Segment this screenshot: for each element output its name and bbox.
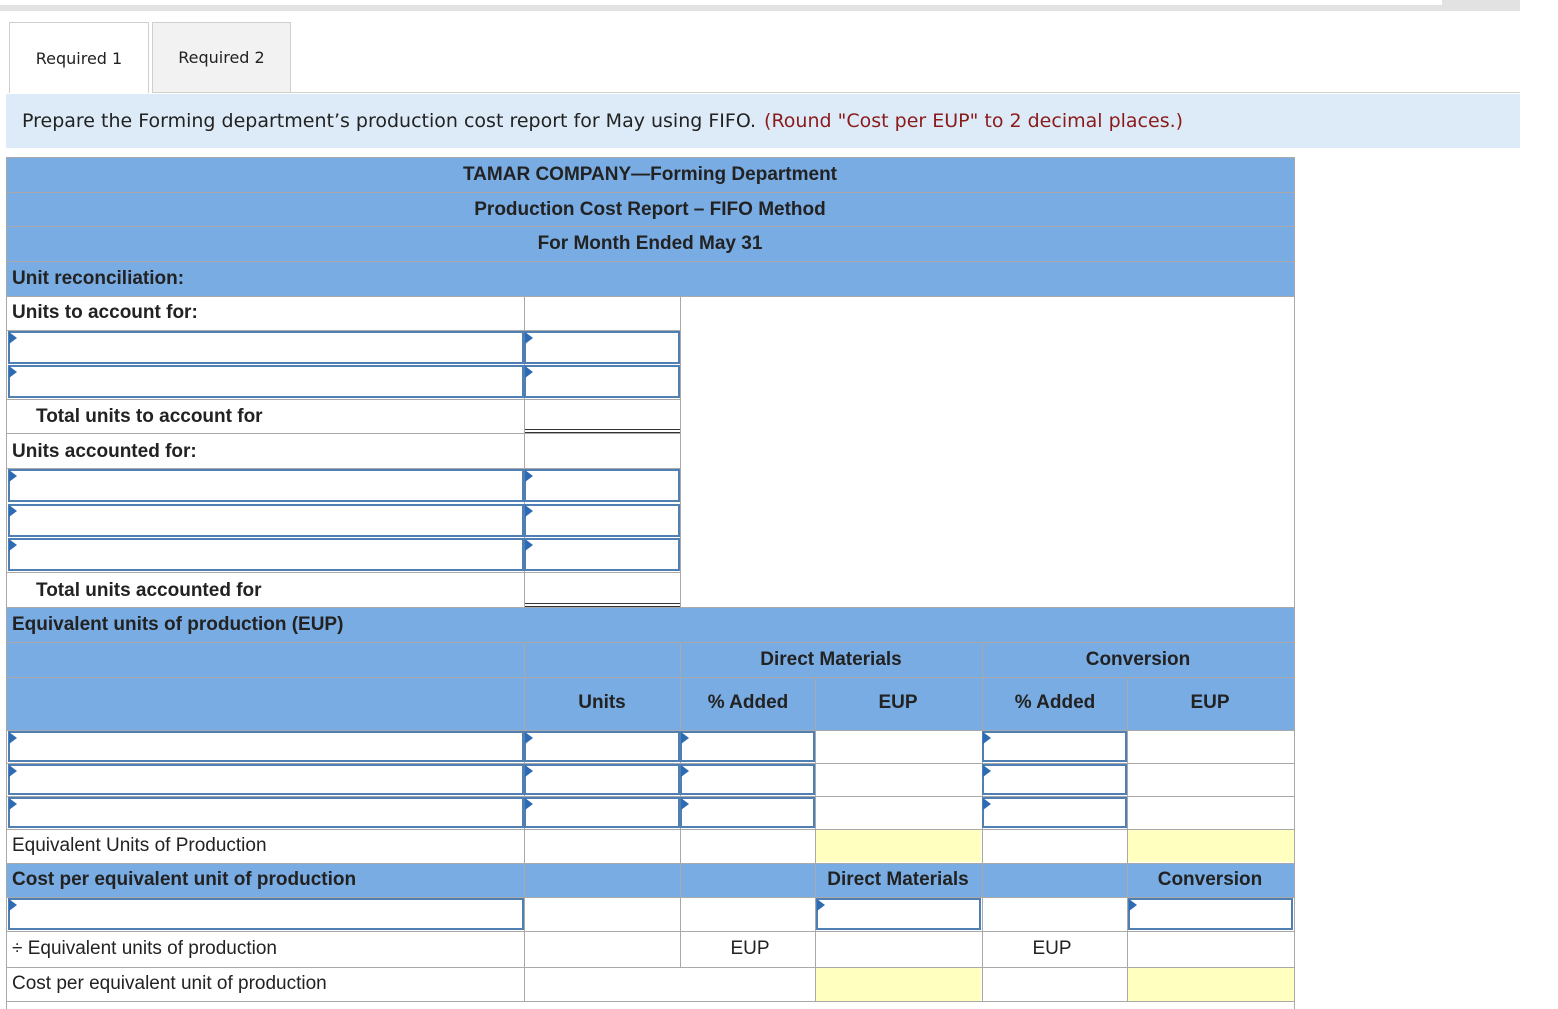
col-dm-eup-header: EUP (878, 692, 918, 713)
units-accounted-amount-input-2[interactable] (524, 504, 680, 537)
total-underline-1 (525, 429, 680, 433)
total-units-to-account-for-label: Total units to account for (36, 406, 263, 427)
tab-divider (291, 92, 1520, 93)
col-conversion-header: Conversion (1085, 649, 1191, 670)
units-accounted-label-input-3[interactable] (8, 538, 524, 571)
units-to-account-for-label: Units to account for: (12, 302, 198, 323)
conv-cost-per-eup-cell (1128, 967, 1294, 1001)
eup-total-label: Equivalent Units of Production (12, 835, 267, 856)
col-conv-pct-added-header: % Added (1014, 692, 1096, 713)
eup-row-label-input-3[interactable] (8, 797, 524, 828)
conv-eup-tag: EUP (1032, 938, 1072, 959)
conv-cost-input[interactable] (1128, 898, 1293, 930)
units-accounted-label-input-2[interactable] (8, 504, 524, 537)
col-dm-pct-added-header: % Added (707, 692, 789, 713)
cpe-direct-materials-header: Direct Materials (827, 869, 969, 890)
cost-row-label-input[interactable] (8, 898, 524, 930)
dm-eup-tag: EUP (730, 938, 770, 959)
unit-reconciliation-label: Unit reconciliation: (12, 268, 185, 289)
total-units-accounted-for-label: Total units accounted for (36, 580, 262, 601)
rounding-note: (Round "Cost per EUP" to 2 decimal places.) (764, 110, 1184, 132)
dm-eup-total-cell (816, 829, 981, 862)
units-to-account-label-input-2[interactable] (8, 365, 524, 398)
instruction-text: Prepare the Forming department’s production cost report for May using FIFO. (22, 110, 757, 132)
cpe-conversion-header: Conversion (1157, 869, 1263, 890)
dm-cost-per-eup-cell (816, 967, 981, 1001)
divide-eup-label: ÷ Equivalent units of production (12, 938, 277, 959)
top-bar (0, 5, 1520, 11)
units-accounted-label-input-1[interactable] (8, 469, 524, 502)
instruction-banner (6, 94, 1520, 148)
eup-row-label-input-2[interactable] (8, 764, 524, 795)
eup-row-conv-pct-input-3[interactable] (982, 797, 1127, 828)
report-title-company: TAMAR COMPANY—Forming Department (462, 164, 838, 185)
eup-row-conv-pct-input-2[interactable] (982, 764, 1127, 795)
cost-per-eup-label: Cost per equivalent unit of production (12, 973, 327, 994)
eup-row-units-input-3[interactable] (524, 797, 680, 828)
total-underline-2 (525, 603, 680, 607)
eup-row-units-input-2[interactable] (524, 764, 680, 795)
units-accounted-amount-input-3[interactable] (524, 538, 680, 571)
col-conv-eup-header: EUP (1190, 692, 1230, 713)
units-accounted-amount-input-1[interactable] (524, 469, 680, 502)
report-title-period: For Month Ended May 31 (537, 233, 763, 254)
eup-row-dm-pct-input-2[interactable] (680, 764, 815, 795)
col-direct-materials-header: Direct Materials (760, 649, 902, 670)
eup-section-label: Equivalent units of production (EUP) (12, 614, 344, 635)
top-bar-end (1442, 0, 1520, 11)
col-units-header: Units (578, 692, 626, 713)
dm-cost-input[interactable] (816, 898, 981, 930)
eup-row-dm-pct-input-3[interactable] (680, 797, 815, 828)
tab-required-2[interactable]: Required 2 (152, 22, 291, 93)
units-to-account-amount-input-1[interactable] (524, 331, 680, 364)
units-to-account-label-input-1[interactable] (8, 331, 524, 364)
eup-row-conv-pct-input-1[interactable] (982, 731, 1127, 762)
units-accounted-for-label: Units accounted for: (12, 441, 197, 462)
eup-row-label-input-1[interactable] (8, 731, 524, 762)
report-title-name: Production Cost Report – FIFO Method (474, 199, 826, 220)
conv-eup-total-cell (1128, 829, 1294, 862)
tab-required-1[interactable]: Required 1 (9, 22, 149, 93)
eup-row-units-input-1[interactable] (524, 731, 680, 762)
units-to-account-amount-input-2[interactable] (524, 365, 680, 398)
eup-row-dm-pct-input-1[interactable] (680, 731, 815, 762)
cost-per-eup-section-label: Cost per equivalent unit of production (12, 869, 357, 890)
